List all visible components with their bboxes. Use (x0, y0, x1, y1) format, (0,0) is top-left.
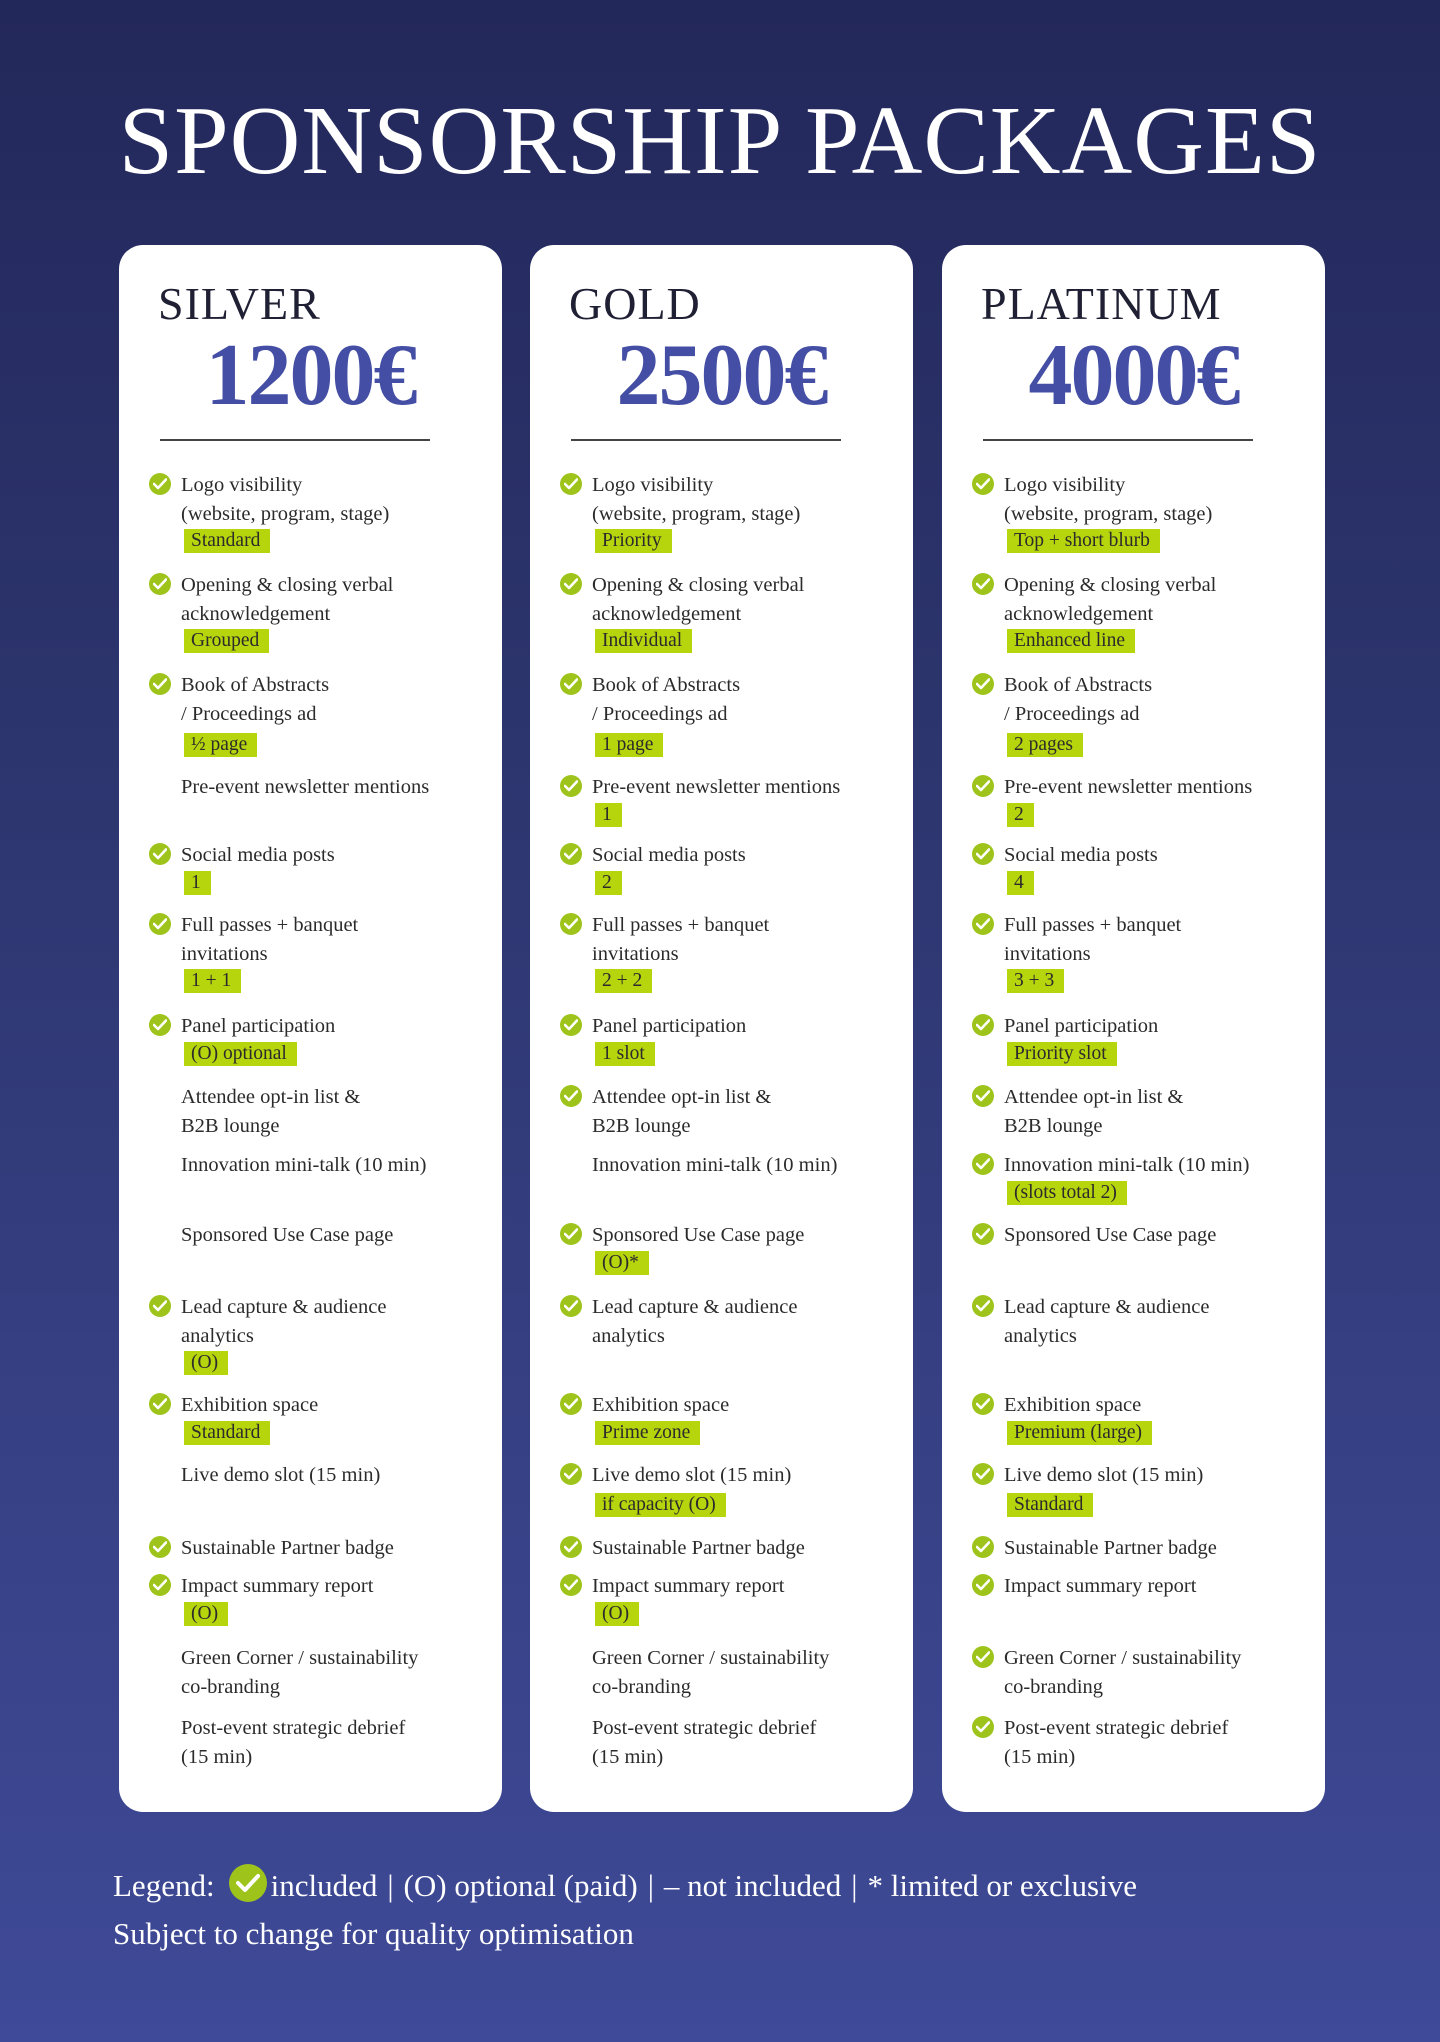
feature-label: Post-event strategic debrief (15 min) (592, 1717, 817, 1768)
feature-tag: 4 (1007, 871, 1034, 895)
feature-tag: Enhanced line (1007, 629, 1135, 653)
feature-label: Impact summary report (592, 1575, 785, 1597)
package-name: SILVER (158, 278, 321, 329)
legend-optional: (O) optional (paid) (403, 1868, 638, 1903)
feature-tag: Priority (595, 529, 672, 553)
feature-label: Panel participation (592, 1015, 747, 1037)
feature-label: Pre-event newsletter mentions (1004, 776, 1253, 798)
package-name: PLATINUM (981, 278, 1222, 329)
feature-label: Full passes + banquet invitations (1004, 914, 1182, 965)
feature-label: Opening & closing verbal acknowledgement (592, 574, 805, 625)
feature-label: Exhibition space (181, 1394, 319, 1416)
legend-separator: | (647, 1868, 654, 1903)
check-icon (972, 1463, 994, 1485)
feature-label: Panel participation (181, 1015, 336, 1037)
check-icon (560, 775, 582, 797)
check-icon (149, 1574, 171, 1596)
feature-label: Panel participation (1004, 1015, 1159, 1037)
feature-tag: 1 page (595, 733, 663, 757)
feature-tag: Standard (184, 529, 270, 553)
package-price: 2500€ (616, 327, 827, 424)
feature-label: Attendee opt-in list & B2B lounge (181, 1086, 361, 1137)
feature-label: Live demo slot (15 min) (1004, 1464, 1204, 1486)
feature-label: Sponsored Use Case page (1004, 1224, 1217, 1246)
feature-tag: 2 (595, 871, 622, 895)
check-icon (560, 473, 582, 495)
package-name: GOLD (569, 278, 701, 329)
package-card-platinum (942, 245, 1325, 1812)
check-icon (229, 1864, 267, 1902)
check-icon (560, 1574, 582, 1596)
divider (571, 439, 841, 441)
package-price: 4000€ (1028, 327, 1239, 424)
check-icon (972, 1536, 994, 1558)
feature-label: Opening & closing verbal acknowledgement (181, 574, 394, 625)
feature-tag: 1 + 1 (184, 969, 241, 993)
legend (113, 1862, 1137, 1958)
legend-note: Subject to change for quality optimisation (113, 1916, 634, 1951)
feature-label: Full passes + banquet invitations (592, 914, 770, 965)
check-icon (560, 673, 582, 695)
check-icon (149, 673, 171, 695)
feature-label: Book of Abstracts / Proceedings ad (592, 674, 741, 725)
feature-tag: (O) (595, 1602, 639, 1626)
feature-label: Live demo slot (15 min) (592, 1464, 792, 1486)
feature-label: Opening & closing verbal acknowledgement (1004, 574, 1217, 625)
check-icon (972, 1393, 994, 1415)
feature-label: Exhibition space (592, 1394, 730, 1416)
feature-label: Lead capture & audience analytics (592, 1296, 798, 1347)
feature-label: Green Corner / sustainability co-branding (1004, 1647, 1242, 1698)
feature-tag: (O) (184, 1351, 228, 1375)
feature-tag: (O) (184, 1602, 228, 1626)
package-card-gold (530, 245, 913, 1812)
feature-label: Pre-event newsletter mentions (181, 776, 430, 798)
legend-limited: * limited or exclusive (867, 1868, 1137, 1903)
divider (160, 439, 430, 441)
feature-label: Social media posts (181, 844, 335, 866)
check-icon (560, 1295, 582, 1317)
feature-tag: (O) optional (184, 1042, 297, 1066)
check-icon (149, 473, 171, 495)
feature-tag: Prime zone (595, 1421, 700, 1445)
check-icon (560, 1536, 582, 1558)
check-icon (972, 1153, 994, 1175)
feature-label: Pre-event newsletter mentions (592, 776, 841, 798)
check-icon (149, 913, 171, 935)
check-icon (149, 1014, 171, 1036)
check-icon (972, 1223, 994, 1245)
feature-tag: 2 + 2 (595, 969, 652, 993)
check-icon (972, 843, 994, 865)
legend-separator: | (851, 1868, 858, 1903)
check-icon (972, 473, 994, 495)
feature-label: Logo visibility (website, program, stage) (592, 474, 801, 525)
feature-label: Sustainable Partner badge (592, 1537, 805, 1559)
feature-label: Innovation mini-talk (10 min) (1004, 1154, 1250, 1176)
check-icon (560, 1085, 582, 1107)
feature-label: Sustainable Partner badge (1004, 1537, 1217, 1559)
legend-included: included (270, 1868, 378, 1903)
check-icon (149, 1295, 171, 1317)
feature-tag: 2 (1007, 803, 1034, 827)
feature-tag: Standard (1007, 1493, 1093, 1517)
check-icon (972, 1646, 994, 1668)
check-icon (560, 573, 582, 595)
feature-label: Sponsored Use Case page (592, 1224, 805, 1246)
check-icon (972, 1014, 994, 1036)
feature-tag: Individual (595, 629, 692, 653)
check-icon (972, 673, 994, 695)
feature-tag: Premium (large) (1007, 1421, 1152, 1445)
feature-tag: 1 (595, 803, 622, 827)
check-icon (149, 1393, 171, 1415)
feature-label: Live demo slot (15 min) (181, 1464, 381, 1486)
check-icon (972, 1574, 994, 1596)
feature-label: Attendee opt-in list & B2B lounge (1004, 1086, 1184, 1137)
feature-tag: if capacity (O) (595, 1493, 726, 1517)
check-icon (149, 1536, 171, 1558)
feature-label: Sustainable Partner badge (181, 1537, 394, 1559)
feature-label: Green Corner / sustainability co-branding (181, 1647, 419, 1698)
feature-tag: 2 pages (1007, 733, 1083, 757)
feature-label: Attendee opt-in list & B2B lounge (592, 1086, 772, 1137)
feature-tag: (O)* (595, 1251, 649, 1275)
feature-tag: Standard (184, 1421, 270, 1445)
feature-tag: 1 (184, 871, 211, 895)
package-price: 1200€ (205, 327, 416, 424)
check-icon (972, 573, 994, 595)
feature-label: Impact summary report (1004, 1575, 1197, 1597)
feature-label: Exhibition space (1004, 1394, 1142, 1416)
legend-line (113, 1862, 1137, 1910)
feature-tag: Grouped (184, 629, 269, 653)
feature-label: Logo visibility (website, program, stage) (1004, 474, 1213, 525)
feature-label: Post-event strategic debrief (15 min) (181, 1717, 406, 1768)
feature-label: Full passes + banquet invitations (181, 914, 359, 965)
page-title: SPONSORSHIP PACKAGES (118, 87, 1322, 195)
feature-label: Impact summary report (181, 1575, 374, 1597)
feature-label: Innovation mini-talk (10 min) (592, 1154, 838, 1176)
check-icon (560, 1223, 582, 1245)
check-icon (560, 1014, 582, 1036)
feature-tag: Priority slot (1007, 1042, 1117, 1066)
feature-tag: ½ page (184, 733, 257, 757)
check-icon (149, 573, 171, 595)
feature-label: Lead capture & audience analytics (1004, 1296, 1210, 1347)
check-icon (972, 1295, 994, 1317)
feature-label: Book of Abstracts / Proceedings ad (1004, 674, 1153, 725)
check-icon (560, 1463, 582, 1485)
package-card-silver (119, 245, 502, 1812)
check-icon (560, 913, 582, 935)
feature-label: Sponsored Use Case page (181, 1224, 394, 1246)
check-icon (972, 913, 994, 935)
check-icon (560, 1393, 582, 1415)
feature-label: Innovation mini-talk (10 min) (181, 1154, 427, 1176)
feature-label: Book of Abstracts / Proceedings ad (181, 674, 330, 725)
check-icon (972, 1085, 994, 1107)
feature-label: Post-event strategic debrief (15 min) (1004, 1717, 1229, 1768)
divider (983, 439, 1253, 441)
feature-label: Logo visibility (website, program, stage) (181, 474, 390, 525)
check-icon (972, 1716, 994, 1738)
check-icon (972, 775, 994, 797)
check-icon (560, 843, 582, 865)
feature-tag: 3 + 3 (1007, 969, 1064, 993)
feature-label: Green Corner / sustainability co-branding (592, 1647, 830, 1698)
feature-tag: 1 slot (595, 1042, 655, 1066)
feature-tag: Top + short blurb (1007, 529, 1160, 553)
legend-separator: | (387, 1868, 394, 1903)
feature-label: Social media posts (592, 844, 746, 866)
legend-prefix: Legend: (113, 1868, 215, 1903)
feature-tag: (slots total 2) (1007, 1181, 1127, 1205)
feature-label: Social media posts (1004, 844, 1158, 866)
check-icon (149, 843, 171, 865)
feature-label: Lead capture & audience analytics (181, 1296, 387, 1347)
legend-not-included: – not included (663, 1868, 842, 1903)
